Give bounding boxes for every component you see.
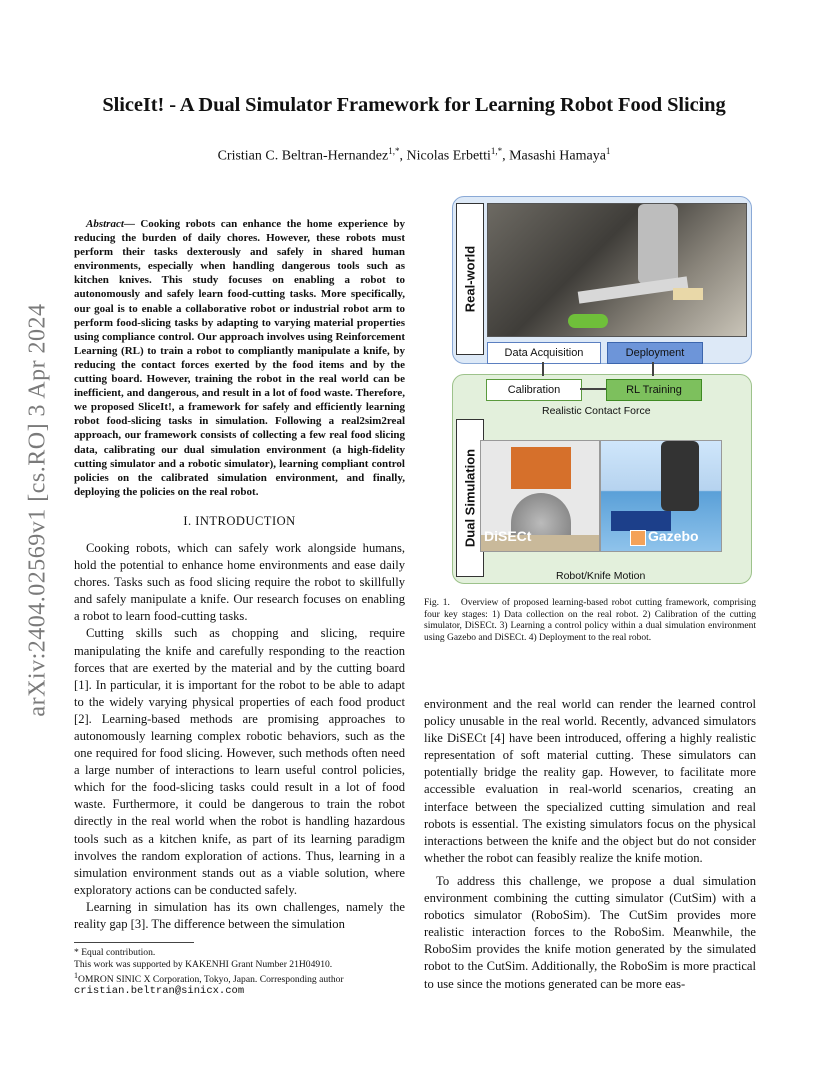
intro-paragraph-1: Cooking robots, which can safely work alongside humans, hold the potential to enhance home environments and ease daily chores. Tasks such as food slicing require the robot to skillfully and safely manipulate a knife. Our research focuses on enabling a robot to learn food-cutting tasks. [74,540,405,624]
rl-training-box: RL Training [606,379,702,401]
robot-arm-shape [638,204,678,284]
real-world-label-box [456,203,484,355]
deployment-box: Deployment [607,342,703,364]
footnote-rule [74,942,194,943]
caption-text: Overview of proposed learning-based robot cutting framework, comprising four key stages: 1) Data collection on the real robot. 2) Calibration of the cutting simulator, DiSECt. 3) Learning a control policy within a dual simulation environment using Gazebo and DiSECt. 4) Deployment to the real robot. [424,598,756,643]
paper-title: SliceIt! - A Dual Simulator Framework for Learning Robot Food Slicing [102,94,726,116]
right-arrow-icon [580,388,606,390]
knife-handle-shape [673,288,703,300]
figure-1-diagram [452,196,752,586]
abstract [74,217,405,499]
gazebo-label: Gazebo [648,528,699,544]
dual-simulation-label: Dual Simulation [462,448,478,548]
footnote-affiliation: $^1$OMRON SINIC X Corporation, Tokyo, Japan. Corresponding author [74,971,344,986]
intro-paragraph-3-continued: environment and the real world can render the learned control policy unusable in the real world. Recently, advanced simulators like DiSECt [4] have been introduced, offering a highly realistic representation of soft material cutting. These simulators can potentially bridge the reality gap. However, to facilitate more accessible evaluation in real-world scenarios, creating an interface between the specialized cutting simulation and real robots is essential. The existing simulators focus on the physical interactions between the knife and the object but do not consider whether the robot can feasibly realize the knife motion. [424,697,756,865]
real-world-panel [452,196,752,364]
author-3-affiliation: 1 [605,146,611,156]
abstract-label: Abstract [86,218,124,230]
disect-label: DiSECt [484,528,532,544]
figure-caption [424,598,756,644]
calibration-box: Calibration [486,379,582,401]
data-acquisition-box: Data Acquisition [487,342,601,364]
section-heading-introduction: I. INTRODUCTION [183,513,296,528]
caption-label: Fig. 1. [424,598,450,608]
intro-paragraph-2: Cutting skills such as chopping and slicing, require manipulating the knife and carefully responding to the reaction forces that are exerted by the material and by the cutting board [1]. In particular, it is important for the robot to be able to adapt to the widely varying physical properties of each food product [2]. Learning-based methods are promising approaches to autonomously learning complex robotic behaviors, such as the one required for food slicing. However, such methods often need a large number of interactions to learn useful control policies, which for the food-slicing tasks could result in a lot of food waste. Furthermore, it could be dangerous to train the robot directly in the real world when the robot is handling hazardous tools such as a kitchen knife, as part of its learning paradigm involves the random exploration of actions. Thus, learning in a simulation environment stands out as a viable solution, where exploratory actions can be conducted safely. [74,626,405,897]
arxiv-sidebar [20,290,56,730]
author-1-affiliation: 1,* [388,146,400,156]
knife-shape [578,276,689,303]
intro-paragraph-3: Learning in simulation has its own challenges, namely the reality gap [3]. The difference between the simulation [74,899,405,932]
up-arrow-icon [652,362,654,376]
intro-paragraph-4: To address this challenge, we propose a dual simulation environment combining the cutting simulator (CutSim) with a robotics simulator (RoboSim). The CutSim provides more realistic interaction forces to the RoboSim. Meanwhile, the RoboSim provides the knife motion generated by the simulated robot to the CutSim. Additionally, the RoboSim is more practical to use since the motions generated can be more eas- [424,873,756,991]
footnotes [74,942,409,998]
author-2: Nicolas Erbetti [406,148,491,164]
abstract-text: — Cooking robots can enhance the home experience by reducing the burden of daily chores. However, these robots must perform their tasks dexterously and safely in shared human environments, especially when handling dangerous tools such as kitchen knives. This study focuses on enabling a robot to autonomously and safely learn food-cutting tasks. More specifically, our goal is to enable a collaborative robot or industrial robot arm to perform food-slicing tasks by adapting to varying material properties using compliance control. Our approach involves using Reinforcement Learning (RL) to train a robot to compliantly manipulate a knife, by reducing the contact forces exerted by the food items and by the cutting board. However, training the robot in the real world can be inefficient, and dangerous, and result in a lot of food waste. Therefore, we proposed SliceIt!, a framework for safely and efficiently learning robot food-slicing tasks in simulation. Following a real2sim2real approach, our framework consists of collecting a few real food slicing data, calibrating our dual simulation environment (a high-fidelity cutting simulator and a robotic simulator), learning compliant control policies on the calibrated simulation environment, and finally, deploying the policies on the real robot. [74,218,405,498]
corresponding-email[interactable]: cristian.beltran@sinicx.com [74,985,245,998]
author-2-affiliation: 1,* [490,146,503,156]
robot-knife-motion-label: Robot/Knife Motion [556,570,646,582]
food-item-shape [568,314,608,328]
gazebo-logo-icon [630,530,646,546]
arxiv-identifier: arXiv:2404.02569v1 [cs.RO] 3 Apr 2024 [24,303,51,717]
down-arrow-icon [542,362,544,376]
right-column [424,696,756,993]
footnote-grant: This work was supported by KAKENHI Grant Number 21H04910. [74,958,333,970]
real-robot-photo [487,203,747,337]
contact-force-label: Realistic Contact Force [542,405,651,417]
author-list: Cristian C. Beltran-Hernandez$^{1,*}$, Nicolas Erbetti$^{1,*}$, Masashi Hamaya$^1$ [217,146,611,164]
author-3: Masashi Hamaya [509,148,606,164]
author-1: Cristian C. Beltran-Hernandez [217,148,389,164]
footnote-equal-contribution: * Equal contribution. [74,947,156,958]
simulated-robot-shape [661,441,699,511]
knife-block-shape [511,447,571,489]
left-column [74,206,405,933]
real-world-label: Real-world [462,245,478,313]
